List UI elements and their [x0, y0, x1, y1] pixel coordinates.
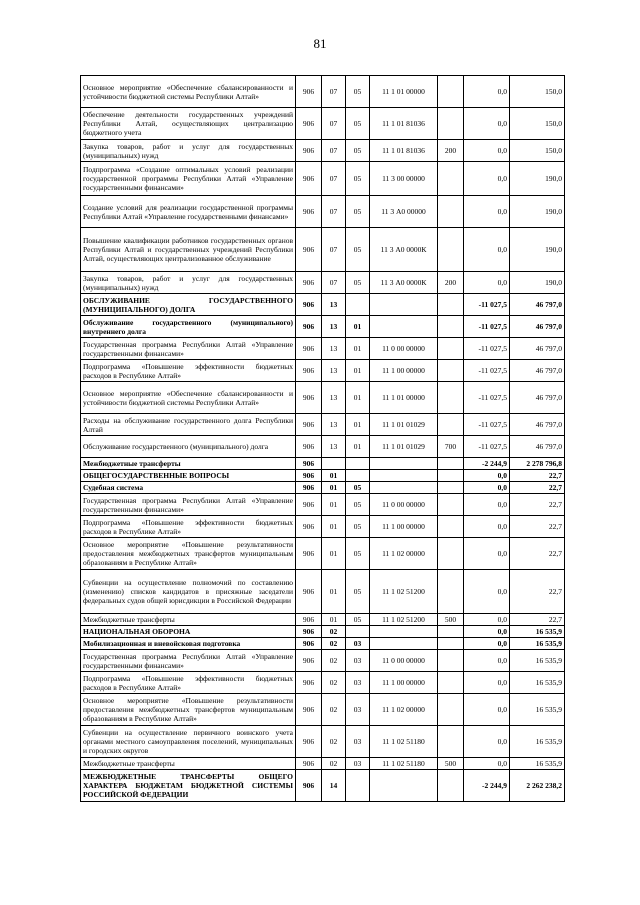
cell-grbs: 906 — [296, 196, 322, 228]
table-row — [81, 638, 565, 650]
cell-expense-type — [438, 76, 464, 108]
cell-amount-total: 150,0 — [510, 76, 565, 108]
cell-target-article: 11 1 02 51180 — [370, 726, 438, 758]
cell-grbs: 906 — [296, 272, 322, 294]
cell-subsection: 03 — [346, 758, 370, 770]
cell-grbs: 906 — [296, 758, 322, 770]
cell-grbs: 906 — [296, 638, 322, 650]
cell-amount-change: 0,0 — [464, 228, 510, 272]
cell-amount-change: 0,0 — [464, 758, 510, 770]
cell-name: Закупка товаров, работ и услуг для государственных (муниципальных) нужд — [81, 272, 296, 294]
cell-subsection: 01 — [346, 360, 370, 382]
cell-amount-change: -11 027,5 — [464, 338, 510, 360]
cell-target-article: 11 1 01 00000 — [370, 76, 438, 108]
cell-name: Закупка товаров, работ и услуг для государственных (муниципальных) нужд — [81, 140, 296, 162]
cell-amount-change: 0,0 — [464, 516, 510, 538]
cell-expense-type — [438, 726, 464, 758]
cell-section: 07 — [322, 76, 346, 108]
cell-target-article: 11 1 00 00000 — [370, 360, 438, 382]
table-row — [81, 414, 565, 436]
cell-target-article — [370, 470, 438, 482]
cell-section: 07 — [322, 140, 346, 162]
cell-grbs: 906 — [296, 570, 322, 614]
cell-section: 01 — [322, 516, 346, 538]
cell-amount-change: 0,0 — [464, 470, 510, 482]
cell-amount-total: 46 797,0 — [510, 382, 565, 414]
cell-name: НАЦИОНАЛЬНАЯ ОБОРОНА — [81, 626, 296, 638]
cell-subsection — [346, 626, 370, 638]
cell-section: 01 — [322, 494, 346, 516]
cell-amount-total: 16 535,9 — [510, 638, 565, 650]
table-row — [81, 360, 565, 382]
cell-subsection: 01 — [346, 436, 370, 458]
cell-grbs: 906 — [296, 726, 322, 758]
cell-grbs: 906 — [296, 494, 322, 516]
table-row — [81, 470, 565, 482]
cell-grbs: 906 — [296, 162, 322, 196]
cell-amount-change: 0,0 — [464, 672, 510, 694]
cell-subsection: 05 — [346, 140, 370, 162]
cell-amount-total: 150,0 — [510, 108, 565, 140]
cell-amount-change: 0,0 — [464, 638, 510, 650]
cell-expense-type — [438, 626, 464, 638]
cell-section: 01 — [322, 470, 346, 482]
cell-grbs: 906 — [296, 228, 322, 272]
cell-section: 02 — [322, 638, 346, 650]
cell-amount-change: -11 027,5 — [464, 436, 510, 458]
cell-name: Подпрограмма «Повышение эффективности бюджетных расходов в Республике Алтай» — [81, 516, 296, 538]
table-row — [81, 140, 565, 162]
cell-expense-type — [438, 294, 464, 316]
cell-expense-type: 500 — [438, 614, 464, 626]
cell-amount-change: 0,0 — [464, 726, 510, 758]
cell-name: Обслуживание государственного (муниципального) долга — [81, 436, 296, 458]
cell-amount-change: 0,0 — [464, 140, 510, 162]
cell-name: Субвенции на осуществление первичного воинского учета органами местного самоуправления поселений, муниципальных и городских округов — [81, 726, 296, 758]
cell-target-article — [370, 458, 438, 470]
cell-name: Судебная система — [81, 482, 296, 494]
cell-amount-total: 22,7 — [510, 570, 565, 614]
cell-grbs: 906 — [296, 482, 322, 494]
cell-subsection: 05 — [346, 516, 370, 538]
cell-target-article — [370, 294, 438, 316]
table-row — [81, 228, 565, 272]
cell-name: Основное мероприятие «Обеспечение сбалансированности и устойчивости бюджетной системы Республики Алтай» — [81, 382, 296, 414]
cell-amount-total: 190,0 — [510, 228, 565, 272]
cell-amount-change: 0,0 — [464, 272, 510, 294]
cell-amount-total: 46 797,0 — [510, 294, 565, 316]
cell-amount-total: 2 278 796,8 — [510, 458, 565, 470]
cell-grbs: 906 — [296, 360, 322, 382]
cell-amount-total: 22,7 — [510, 470, 565, 482]
cell-grbs: 906 — [296, 694, 322, 726]
cell-grbs: 906 — [296, 436, 322, 458]
cell-amount-change: -11 027,5 — [464, 316, 510, 338]
cell-amount-total: 22,7 — [510, 614, 565, 626]
cell-target-article: 11 1 02 00000 — [370, 694, 438, 726]
cell-grbs: 906 — [296, 316, 322, 338]
cell-target-article: 11 0 00 00000 — [370, 650, 438, 672]
cell-target-article: 11 1 02 51200 — [370, 570, 438, 614]
cell-subsection — [346, 294, 370, 316]
cell-subsection: 05 — [346, 538, 370, 570]
cell-section: 14 — [322, 770, 346, 802]
cell-subsection: 05 — [346, 494, 370, 516]
cell-section: 02 — [322, 758, 346, 770]
cell-name: Основное мероприятие «Повышение результативности предоставления межбюджетных трансфертов муниципальным образованиям в Республике Алтай» — [81, 694, 296, 726]
cell-subsection: 01 — [346, 414, 370, 436]
budget-table — [80, 75, 565, 802]
cell-amount-total: 22,7 — [510, 482, 565, 494]
cell-amount-change: 0,0 — [464, 76, 510, 108]
cell-section: 02 — [322, 726, 346, 758]
cell-amount-total: 2 262 238,2 — [510, 770, 565, 802]
cell-name: Обеспечение деятельности государственных учреждений Республики Алтай, осуществляющих централизацию бюджетного учета — [81, 108, 296, 140]
cell-grbs: 906 — [296, 294, 322, 316]
cell-expense-type — [438, 382, 464, 414]
cell-expense-type — [438, 494, 464, 516]
cell-amount-change: -2 244,9 — [464, 458, 510, 470]
cell-grbs: 906 — [296, 382, 322, 414]
cell-subsection: 05 — [346, 76, 370, 108]
cell-grbs: 906 — [296, 108, 322, 140]
cell-subsection: 05 — [346, 272, 370, 294]
cell-target-article: 11 1 02 51200 — [370, 614, 438, 626]
cell-name: Мобилизационная и вневойсковая подготовка — [81, 638, 296, 650]
cell-expense-type — [438, 458, 464, 470]
table-row — [81, 570, 565, 614]
cell-target-article: 11 1 00 00000 — [370, 516, 438, 538]
table-row — [81, 458, 565, 470]
cell-expense-type — [438, 470, 464, 482]
cell-subsection: 05 — [346, 108, 370, 140]
cell-amount-change: 0,0 — [464, 650, 510, 672]
cell-target-article — [370, 316, 438, 338]
cell-target-article: 11 1 00 00000 — [370, 672, 438, 694]
cell-amount-total: 190,0 — [510, 196, 565, 228]
cell-expense-type — [438, 482, 464, 494]
table-row — [81, 316, 565, 338]
cell-grbs: 906 — [296, 470, 322, 482]
table-row — [81, 338, 565, 360]
cell-target-article: 11 1 01 00000 — [370, 382, 438, 414]
cell-subsection: 05 — [346, 570, 370, 614]
table-row — [81, 436, 565, 458]
cell-amount-total: 22,7 — [510, 494, 565, 516]
cell-expense-type — [438, 570, 464, 614]
cell-section: 07 — [322, 108, 346, 140]
cell-subsection — [346, 470, 370, 482]
cell-grbs: 906 — [296, 414, 322, 436]
cell-section: 07 — [322, 272, 346, 294]
cell-name: Основное мероприятие «Обеспечение сбалансированности и устойчивости бюджетной системы Республики Алтай» — [81, 76, 296, 108]
cell-grbs: 906 — [296, 770, 322, 802]
cell-subsection: 05 — [346, 162, 370, 196]
cell-section: 13 — [322, 360, 346, 382]
cell-name: Повышение квалификации работников государственных органов Республики Алтай и государственных учреждений Республики Алтай, осуществляющих централизованное обслуживание — [81, 228, 296, 272]
cell-subsection: 03 — [346, 638, 370, 650]
table-row — [81, 770, 565, 802]
cell-amount-change: 0,0 — [464, 162, 510, 196]
table-row — [81, 672, 565, 694]
cell-expense-type — [438, 162, 464, 196]
cell-section: 01 — [322, 538, 346, 570]
cell-amount-total: 190,0 — [510, 162, 565, 196]
cell-grbs: 906 — [296, 626, 322, 638]
cell-subsection: 05 — [346, 196, 370, 228]
table-row — [81, 538, 565, 570]
cell-grbs: 906 — [296, 338, 322, 360]
cell-amount-change: -2 244,9 — [464, 770, 510, 802]
cell-expense-type — [438, 108, 464, 140]
cell-amount-change: 0,0 — [464, 614, 510, 626]
cell-target-article: 11 1 02 51180 — [370, 758, 438, 770]
cell-name: Основное мероприятие «Повышение результативности предоставления межбюджетных трансфертов муниципальным образованиям в Республике Алтай» — [81, 538, 296, 570]
cell-amount-change: 0,0 — [464, 494, 510, 516]
cell-amount-total: 16 535,9 — [510, 650, 565, 672]
cell-name: Государственная программа Республики Алтай «Управление государственными финансами» — [81, 494, 296, 516]
cell-expense-type: 500 — [438, 758, 464, 770]
cell-amount-total: 46 797,0 — [510, 414, 565, 436]
cell-target-article — [370, 638, 438, 650]
cell-target-article — [370, 770, 438, 802]
cell-name: Подпрограмма «Создание оптимальных условий реализации государственной программы Республики Алтай «Управление государственными финансами» — [81, 162, 296, 196]
cell-section: 02 — [322, 672, 346, 694]
cell-expense-type — [438, 196, 464, 228]
cell-amount-total: 46 797,0 — [510, 360, 565, 382]
cell-amount-change: 0,0 — [464, 626, 510, 638]
table-row — [81, 196, 565, 228]
cell-amount-total: 16 535,9 — [510, 672, 565, 694]
cell-name: Межбюджетные трансферты — [81, 614, 296, 626]
cell-target-article — [370, 626, 438, 638]
cell-section: 02 — [322, 694, 346, 726]
cell-target-article: 11 3 А0 0000К — [370, 272, 438, 294]
cell-name: Создание условий для реализации государственной программы Республики Алтай «Управление государственными финансами» — [81, 196, 296, 228]
cell-target-article: 11 3 А0 0000К — [370, 228, 438, 272]
cell-name: Подпрограмма «Повышение эффективности бюджетных расходов в Республике Алтай» — [81, 672, 296, 694]
cell-name: Государственная программа Республики Алтай «Управление государственными финансами» — [81, 338, 296, 360]
cell-expense-type: 700 — [438, 436, 464, 458]
cell-section: 07 — [322, 228, 346, 272]
table-row — [81, 516, 565, 538]
cell-amount-total: 22,7 — [510, 516, 565, 538]
cell-grbs: 906 — [296, 538, 322, 570]
cell-section: 13 — [322, 414, 346, 436]
cell-amount-total: 46 797,0 — [510, 316, 565, 338]
cell-grbs: 906 — [296, 516, 322, 538]
cell-name: ОБЩЕГОСУДАРСТВЕННЫЕ ВОПРОСЫ — [81, 470, 296, 482]
cell-amount-change: -11 027,5 — [464, 294, 510, 316]
cell-subsection: 05 — [346, 614, 370, 626]
cell-amount-total: 22,7 — [510, 538, 565, 570]
cell-subsection — [346, 458, 370, 470]
cell-name: МЕЖБЮДЖЕТНЫЕ ТРАНСФЕРТЫ ОБЩЕГО ХАРАКТЕРА БЮДЖЕТАМ БЮДЖЕТНОЙ СИСТЕМЫ РОССИЙСКОЙ ФЕДЕРАЦИИ — [81, 770, 296, 802]
cell-section: 02 — [322, 626, 346, 638]
cell-grbs: 906 — [296, 614, 322, 626]
cell-subsection — [346, 770, 370, 802]
cell-section: 13 — [322, 338, 346, 360]
cell-amount-change: 0,0 — [464, 538, 510, 570]
table-row — [81, 758, 565, 770]
cell-name: Обслуживание государственного (муниципального) внутреннего долга — [81, 316, 296, 338]
cell-expense-type — [438, 316, 464, 338]
cell-section: 13 — [322, 382, 346, 414]
cell-target-article: 11 1 01 81036 — [370, 140, 438, 162]
cell-section: 13 — [322, 294, 346, 316]
cell-target-article: 11 1 01 81036 — [370, 108, 438, 140]
cell-amount-total: 46 797,0 — [510, 338, 565, 360]
cell-name: Межбюджетные трансферты — [81, 758, 296, 770]
cell-subsection: 01 — [346, 382, 370, 414]
cell-grbs: 906 — [296, 650, 322, 672]
cell-name: Субвенции на осуществление полномочий по составлению (изменению) списков кандидатов в присяжные заседатели федеральных судов общей юрисдикции в Российской Федерации — [81, 570, 296, 614]
cell-expense-type — [438, 228, 464, 272]
cell-amount-change: -11 027,5 — [464, 414, 510, 436]
cell-section: 13 — [322, 436, 346, 458]
cell-section: 01 — [322, 614, 346, 626]
cell-expense-type — [438, 672, 464, 694]
cell-expense-type — [438, 414, 464, 436]
cell-amount-total: 46 797,0 — [510, 436, 565, 458]
cell-expense-type — [438, 538, 464, 570]
cell-target-article: 11 3 А0 00000 — [370, 196, 438, 228]
cell-target-article — [370, 482, 438, 494]
table-row — [81, 650, 565, 672]
table-row — [81, 382, 565, 414]
cell-subsection: 03 — [346, 650, 370, 672]
cell-expense-type: 200 — [438, 140, 464, 162]
cell-expense-type — [438, 638, 464, 650]
cell-subsection: 01 — [346, 338, 370, 360]
cell-subsection: 03 — [346, 672, 370, 694]
cell-amount-total: 150,0 — [510, 140, 565, 162]
table-row — [81, 162, 565, 196]
cell-amount-change: 0,0 — [464, 108, 510, 140]
cell-subsection: 03 — [346, 694, 370, 726]
cell-section: 01 — [322, 570, 346, 614]
cell-name: ОБСЛУЖИВАНИЕ ГОСУДАРСТВЕННОГО (МУНИЦИПАЛЬНОГО) ДОЛГА — [81, 294, 296, 316]
cell-section: 07 — [322, 196, 346, 228]
cell-amount-total: 16 535,9 — [510, 726, 565, 758]
cell-subsection: 03 — [346, 726, 370, 758]
cell-expense-type — [438, 516, 464, 538]
cell-target-article: 11 0 00 00000 — [370, 494, 438, 516]
table-row — [81, 614, 565, 626]
table-row — [81, 726, 565, 758]
cell-amount-total: 16 535,9 — [510, 626, 565, 638]
cell-amount-total: 16 535,9 — [510, 694, 565, 726]
cell-amount-total: 190,0 — [510, 272, 565, 294]
cell-name: Расходы на обслуживание государственного долга Республики Алтай — [81, 414, 296, 436]
table-row — [81, 626, 565, 638]
cell-expense-type — [438, 694, 464, 726]
cell-expense-type — [438, 650, 464, 672]
cell-expense-type — [438, 338, 464, 360]
cell-section: 01 — [322, 482, 346, 494]
cell-grbs: 906 — [296, 140, 322, 162]
cell-amount-change: 0,0 — [464, 570, 510, 614]
table-row — [81, 294, 565, 316]
cell-amount-change: -11 027,5 — [464, 382, 510, 414]
cell-amount-change: 0,0 — [464, 482, 510, 494]
cell-target-article: 11 0 00 00000 — [370, 338, 438, 360]
cell-name: Подпрограмма «Повышение эффективности бюджетных расходов в Республике Алтай» — [81, 360, 296, 382]
cell-name: Межбюджетные трансферты — [81, 458, 296, 470]
table-row — [81, 272, 565, 294]
cell-grbs: 906 — [296, 76, 322, 108]
page-number: 81 — [313, 36, 327, 51]
cell-amount-change: 0,0 — [464, 694, 510, 726]
cell-target-article: 11 3 00 00000 — [370, 162, 438, 196]
cell-grbs: 906 — [296, 672, 322, 694]
cell-section: 07 — [322, 162, 346, 196]
cell-subsection: 05 — [346, 482, 370, 494]
table-row — [81, 76, 565, 108]
table-row — [81, 694, 565, 726]
cell-amount-change: -11 027,5 — [464, 360, 510, 382]
cell-subsection: 01 — [346, 316, 370, 338]
cell-amount-change: 0,0 — [464, 196, 510, 228]
table-row — [81, 108, 565, 140]
cell-subsection: 05 — [346, 228, 370, 272]
cell-expense-type: 200 — [438, 272, 464, 294]
cell-grbs: 906 — [296, 458, 322, 470]
cell-expense-type — [438, 360, 464, 382]
cell-section: 02 — [322, 650, 346, 672]
cell-section — [322, 458, 346, 470]
cell-expense-type — [438, 770, 464, 802]
cell-target-article: 11 1 01 01029 — [370, 414, 438, 436]
cell-name: Государственная программа Республики Алтай «Управление государственными финансами» — [81, 650, 296, 672]
cell-section: 13 — [322, 316, 346, 338]
table-row — [81, 482, 565, 494]
cell-target-article: 11 1 01 01029 — [370, 436, 438, 458]
cell-target-article: 11 1 02 00000 — [370, 538, 438, 570]
table-row — [81, 494, 565, 516]
cell-amount-total: 16 535,9 — [510, 758, 565, 770]
